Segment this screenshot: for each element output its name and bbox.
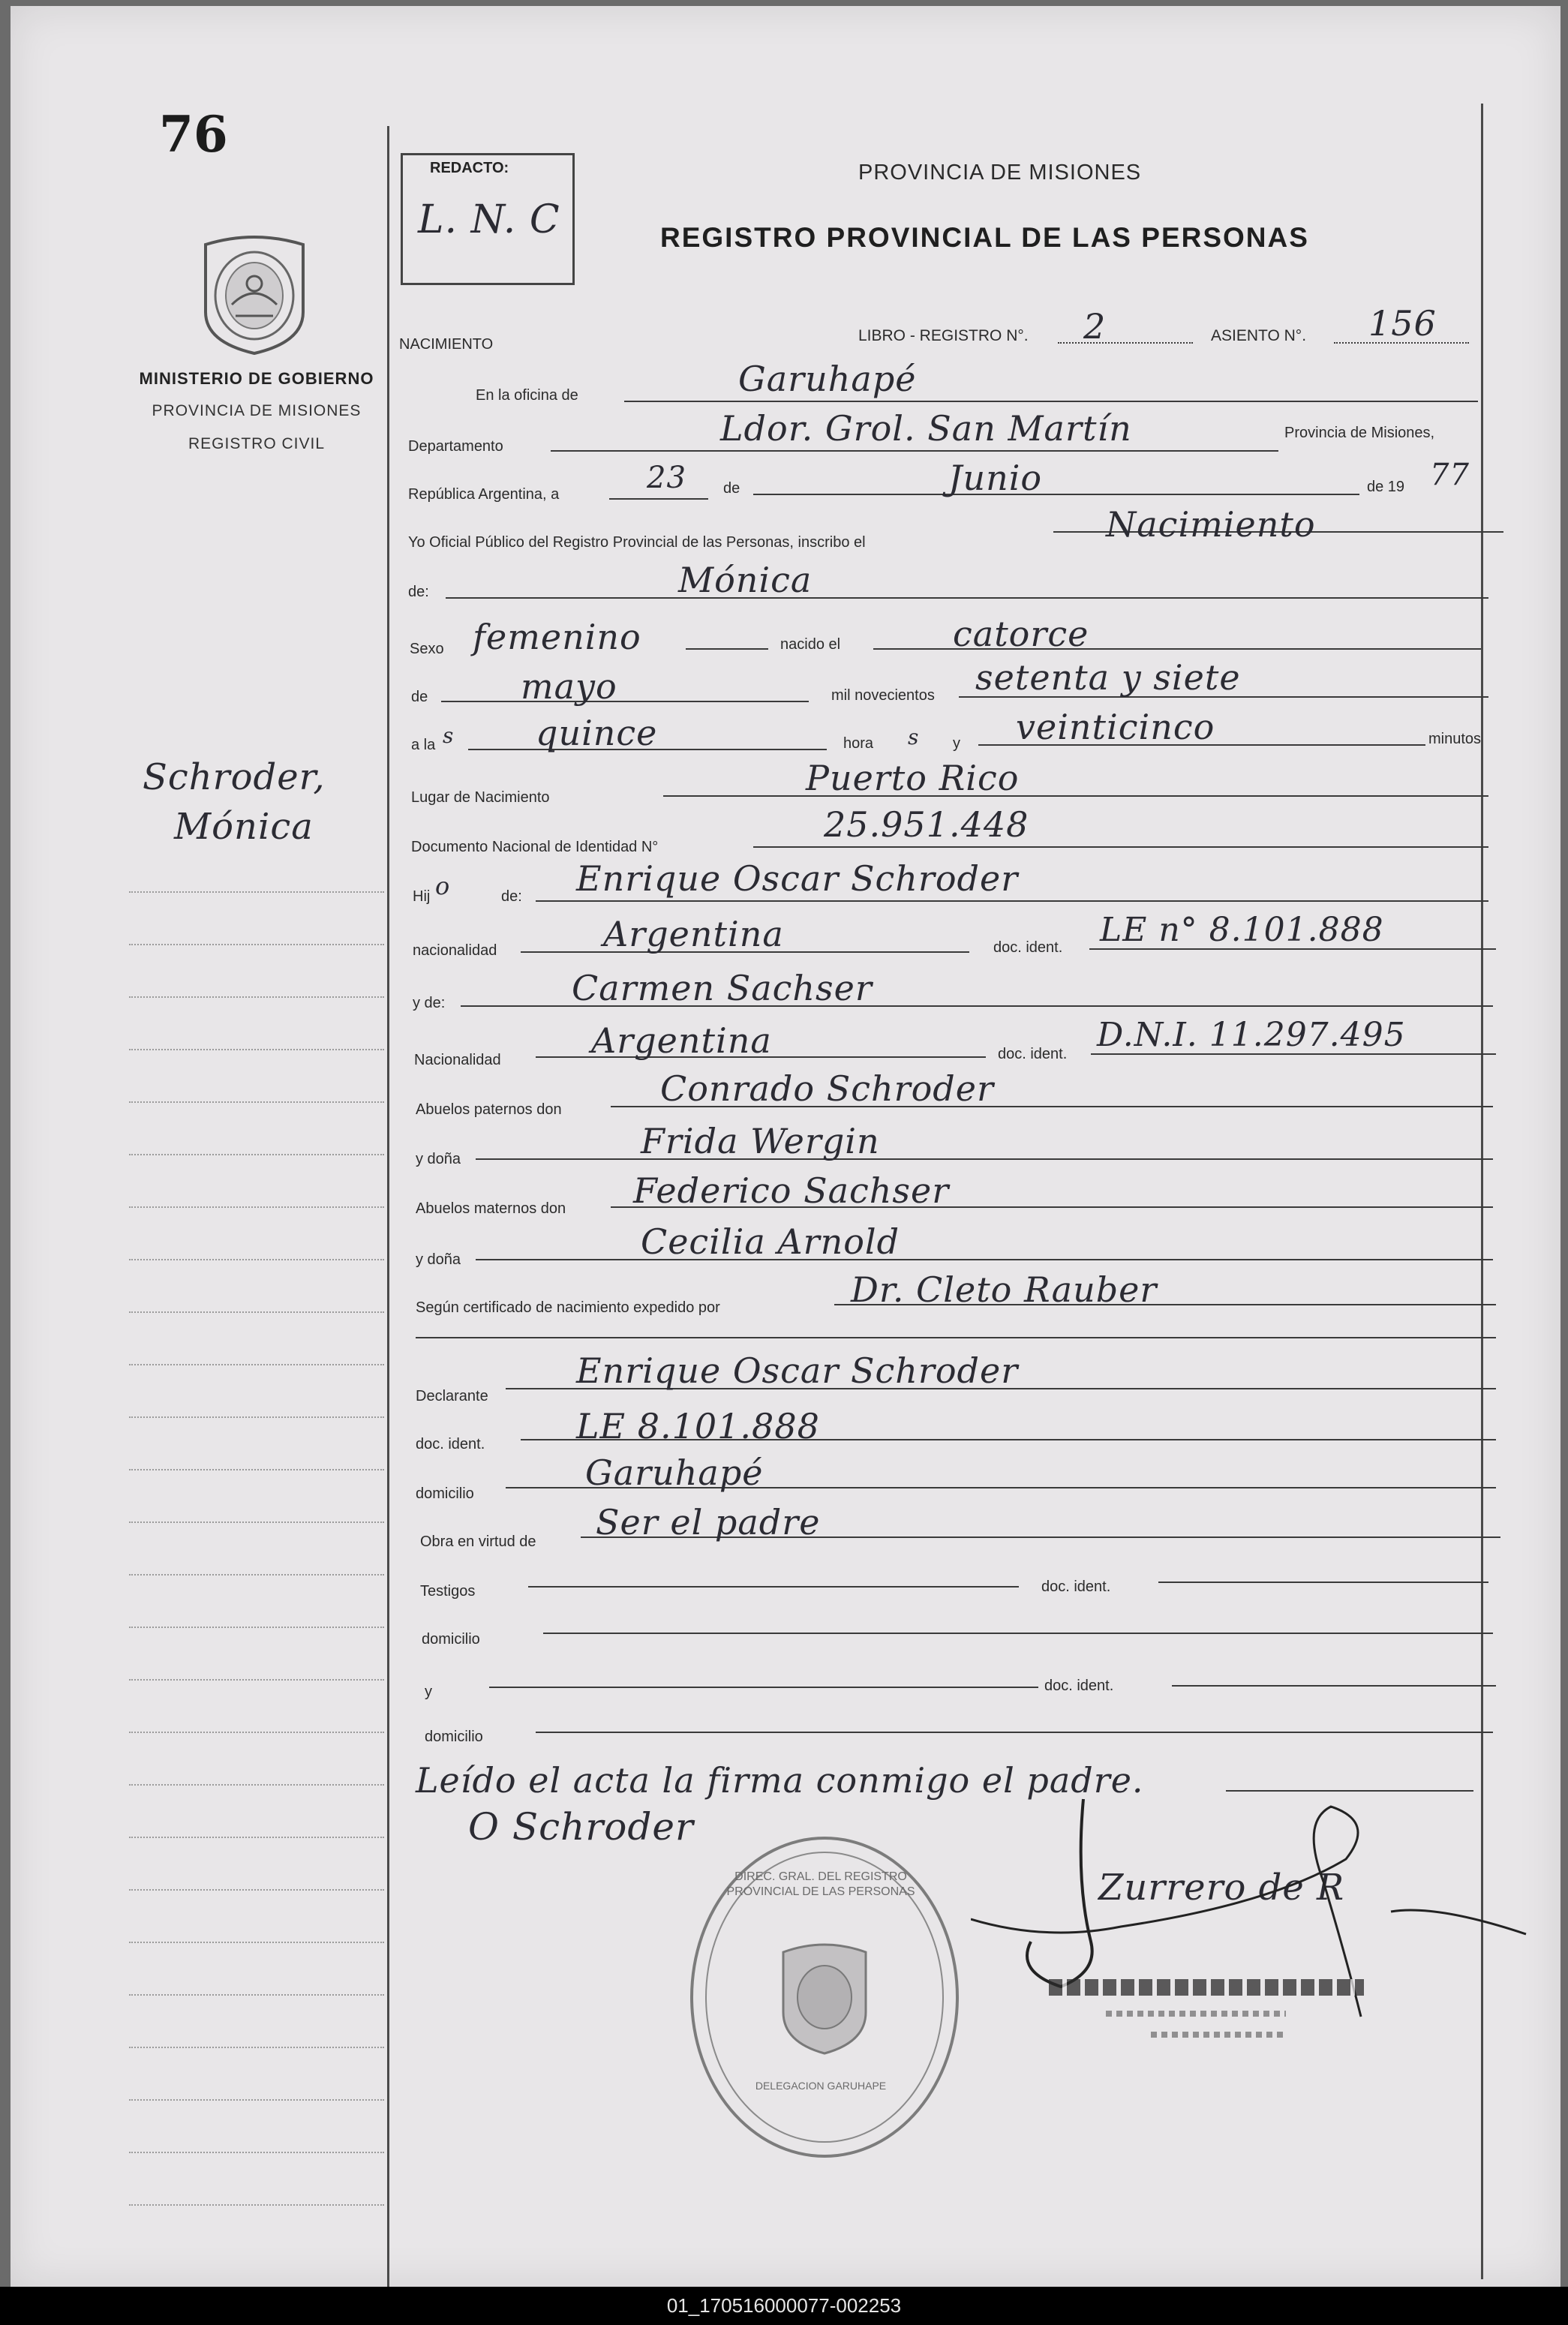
obra-value: Ser el padre	[596, 1502, 821, 1542]
nac1-label: nacionalidad	[413, 942, 497, 959]
stamp-inner-text: DELEGACION GARUHAPE	[755, 2080, 887, 2092]
asiento-value: 156	[1368, 303, 1437, 344]
declarante-label: Declarante	[416, 1388, 488, 1404]
nombre-label: de:	[408, 584, 429, 600]
padre-value: Enrique Oscar Schroder	[576, 858, 1019, 899]
lugar-label: Lugar de Nacimiento	[411, 789, 550, 806]
redacto-label: REDACTO:	[430, 160, 509, 176]
libro-label: LIBRO - REGISTRO N°.	[858, 327, 1029, 344]
domicilio-value: Garuhapé	[585, 1452, 764, 1493]
oficina-label: En la oficina de	[476, 387, 578, 404]
registry-stamp	[690, 1837, 959, 2158]
hora-value: quince	[536, 713, 658, 753]
hijo-o: o	[435, 872, 451, 900]
anio-texto: setenta y siete	[975, 657, 1241, 698]
departamento-suffix: Provincia de Misiones,	[1284, 425, 1435, 441]
decl-doc-label: doc. ident.	[416, 1436, 485, 1452]
abmat-label: Abuelos maternos don	[416, 1200, 566, 1217]
sexo-label: Sexo	[410, 641, 444, 657]
alas-s: s	[443, 723, 455, 748]
document-page	[11, 6, 1560, 2287]
official-signature: Zurrero de R	[1098, 1867, 1345, 1909]
mes-label: de	[411, 689, 428, 705]
fecha-mes: Junio	[948, 458, 1043, 498]
official-stamp-text	[1049, 1979, 1364, 1996]
ministry-name: MINISTERIO DE GOBIERNO	[139, 369, 374, 388]
nac1-value: Argentina	[603, 914, 784, 954]
libro-value: 2	[1083, 306, 1107, 347]
horas-label: hora	[843, 735, 874, 752]
stamp-outer-text: DIREC. GRAL. DEL REGISTRO PROVINCIAL DE LAS PERSONAS	[726, 1870, 915, 1898]
dni-label: Documento Nacional de Identidad N°	[411, 839, 659, 855]
mil-label: mil novecientos	[831, 687, 935, 704]
doc1-label: doc. ident.	[993, 939, 1063, 956]
departamento-label: Departamento	[408, 438, 503, 455]
lugar-value: Puerto Rico	[806, 758, 1020, 798]
domicilio3-label: domicilio	[425, 1729, 483, 1745]
obra-label: Obra en virtud de	[420, 1533, 536, 1550]
form-left-border	[387, 126, 389, 2287]
coat-of-arms-icon	[191, 230, 318, 357]
margin-note-surname: Schroder,	[143, 756, 326, 798]
cert-label: Según certificado de nacimiento expedido por	[416, 1299, 720, 1316]
oficina-value: Garuhapé	[738, 359, 917, 399]
footer-bar	[0, 2287, 1568, 2325]
fecha-label: República Argentina, a	[408, 486, 560, 503]
doc2-label: doc. ident.	[998, 1046, 1068, 1062]
redacto-box	[401, 153, 575, 285]
declarant-signature: O Schroder	[468, 1805, 694, 1849]
ministry-province: PROVINCIA DE MISIONES	[152, 402, 362, 419]
province-title: PROVINCIA DE MISIONES	[858, 161, 1142, 185]
minutos-value: veinticinco	[1016, 707, 1215, 747]
doc3-label: doc. ident.	[1044, 1678, 1114, 1694]
registry-title: REGISTRO PROVINCIAL DE LAS PERSONAS	[660, 222, 1309, 253]
record-type-label: NACIMIENTO	[399, 336, 494, 353]
domicilio2-label: domicilio	[422, 1631, 480, 1648]
declarante-value: Enrique Oscar Schroder	[576, 1350, 1019, 1391]
abpat-dona-label: y doña	[416, 1151, 461, 1167]
official-signature-flourish	[971, 1792, 1541, 2032]
madre-value: Carmen Sachser	[572, 968, 873, 1008]
page-number: 76	[159, 105, 228, 164]
nombre-value: Mónica	[678, 560, 813, 600]
ministry-civil-registry: REGISTRO CIVIL	[188, 435, 326, 452]
doc2-value: D.N.I. 11.297.495	[1097, 1016, 1406, 1054]
oficial-value: Nacimiento	[1106, 504, 1316, 545]
abmat-dona-value: Cecilia Arnold	[641, 1221, 900, 1262]
hijo-label: Hij	[413, 888, 431, 905]
sexo-value: femenino	[473, 617, 641, 657]
alas-label: a la	[411, 737, 436, 753]
madre-label: y de:	[413, 995, 446, 1011]
minutos-label: minutos	[1428, 731, 1482, 747]
abmat-value: Federico Sachser	[633, 1170, 950, 1211]
oficial-label: Yo Oficial Público del Registro Provincial de las Personas, inscribo el	[408, 534, 866, 551]
fecha-anio: 77	[1430, 458, 1470, 492]
closing-statement: Leído el acta la firma conmigo el padre.	[416, 1760, 1144, 1801]
abpat-value: Conrado Schroder	[660, 1068, 994, 1109]
nac2-value: Argentina	[591, 1020, 772, 1061]
nac2-label: Nacionalidad	[414, 1052, 501, 1068]
abpat-label: Abuelos paternos don	[416, 1101, 562, 1118]
fecha-de-label: de	[723, 480, 740, 497]
stamp-emblem-icon	[768, 1937, 881, 2057]
footer-image-id: 01_170516000077-002253	[666, 2294, 902, 2317]
doc1-value: LE n° 8.101.888	[1100, 911, 1384, 949]
y-label: y	[953, 735, 960, 752]
departamento-value: Ldor. Grol. San Martín	[720, 408, 1132, 449]
dni-value: 25.951.448	[824, 804, 1029, 845]
testigos-doc-label: doc. ident.	[1041, 1579, 1111, 1595]
decl-doc-value: LE 8.101.888	[576, 1406, 820, 1446]
horas-s: s	[908, 725, 920, 749]
abmat-dona-label: y doña	[416, 1251, 461, 1268]
nacido-label: nacido el	[780, 636, 841, 653]
fecha-dia: 23	[647, 461, 686, 495]
abpat-dona-value: Frida Wergin	[641, 1121, 880, 1161]
margin-note-name: Mónica	[174, 806, 314, 848]
fecha-de2-label: de 19	[1367, 479, 1405, 495]
cert-value: Dr. Cleto Rauber	[851, 1269, 1158, 1310]
redacto-initials: L. N. C	[418, 197, 560, 242]
hijo-de-label: de:	[501, 888, 522, 905]
domicilio-label: domicilio	[416, 1485, 474, 1502]
testigos-label: Testigos	[420, 1583, 476, 1600]
mes-value: mayo	[521, 666, 617, 707]
y2-label: y	[425, 1684, 432, 1700]
nacido-value: catorce	[953, 614, 1089, 654]
asiento-label: ASIENTO N°.	[1211, 327, 1307, 344]
